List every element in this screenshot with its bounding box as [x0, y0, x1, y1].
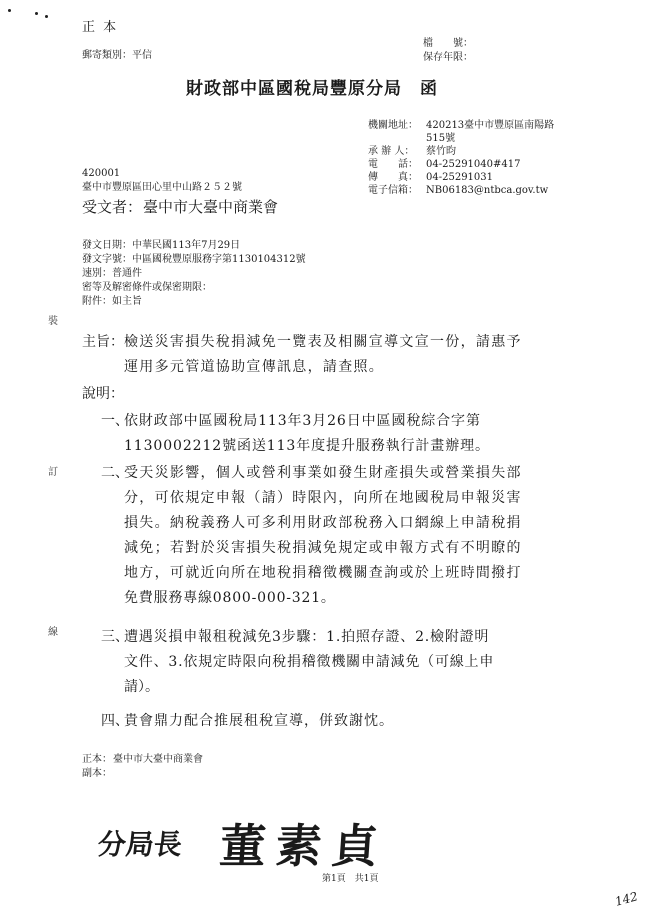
explanation-label: 說明： [82, 386, 124, 402]
attachments: 附件：如主旨 [82, 296, 142, 307]
binding-mark: 線 [48, 627, 58, 638]
item-line: 損失。納稅義務人可多利用財政部稅務入口網線上申請稅捐 [124, 515, 522, 531]
delivery-speed: 速別：普通件 [82, 268, 142, 279]
secrecy-level: 密等及解密條件或保密期限： [82, 282, 212, 293]
address-label: 機關地址： [368, 120, 418, 131]
fax-number: 04-25291031 [426, 172, 494, 183]
scan-mark [35, 12, 38, 15]
item-line: 分，可依規定申報（請）時限內，向所在地國稅局申報災害 [124, 490, 522, 506]
fax-label: 傳 真： [368, 172, 418, 183]
handwritten-number: 142 [613, 889, 640, 909]
email-label: 電子信箱： [368, 185, 418, 196]
binding-mark: 訂 [48, 467, 58, 478]
signature-name: 董素貞 [217, 819, 390, 873]
issue-date: 發文日期：中華民國113年7月29日 [82, 240, 241, 251]
contact-label: 承 辦 人： [368, 146, 415, 157]
item-line: 貴會鼎力配合推展租稅宣導，併致謝忱。 [124, 713, 394, 729]
retention-label: 保存年限： [423, 52, 473, 63]
subject-line: 運用多元管道協助宣傳訊息，請查照。 [124, 359, 385, 375]
recipient-label: 受文者： [82, 198, 143, 216]
page-number: 第1頁 共1頁 [322, 874, 379, 884]
original-recipient-label: 正本： [82, 754, 112, 765]
item-line: 遭遇災損申報租稅減免3步驟：1.拍照存證、2.檢附證明 [124, 629, 490, 645]
copy-type: 正 本 [82, 20, 119, 35]
item-number: 一、 [101, 413, 129, 429]
scan-mark [8, 9, 11, 12]
item-number: 三、 [101, 629, 129, 645]
signature-title: 分局長 [96, 828, 184, 861]
document-number: 發文字號：中區國稅豐原服務字第1130104312號 [82, 254, 306, 265]
copy-recipient-label: 副本： [82, 768, 112, 779]
phone-number: 04-25291040#417 [426, 159, 521, 170]
item-line: 請）。 [124, 679, 159, 695]
agency-address-line2: 515號 [426, 133, 456, 144]
item-line: 依財政部中區國稅局113年3月26日中區國稅綜合字第 [124, 413, 481, 429]
email-address: NB06183@ntbca.gov.tw [426, 185, 549, 196]
binding-mark: 裝 [48, 316, 58, 327]
subject-label: 主旨： [82, 334, 124, 350]
item-line: 免費服務專線0800-000-321。 [124, 590, 336, 606]
file-no-label: 檔 號： [423, 38, 473, 49]
contact-name: 蔡竹昀 [426, 146, 456, 157]
item-line: 文件、3.依規定時限向稅捐稽徵機關申請減免（可線上申 [124, 654, 495, 670]
item-line: 地方，可就近向所在地稅捐稽徵機關查詢或於上班時間撥打 [124, 565, 522, 581]
item-number: 四、 [101, 713, 129, 729]
scan-mark [45, 15, 48, 18]
agency-address: 420213臺中市豐原區南陽路 [426, 120, 555, 131]
item-line: 1130002212號函送113年度提升服務執行計畫辦理。 [124, 438, 490, 454]
subject-line: 檢送災害損失稅捐減免一覽表及相關宣導文宣一份，請惠予 [124, 334, 522, 350]
document-title: 財政部中區國稅局豐原分局 函 [186, 79, 438, 99]
phone-label: 電 話： [368, 159, 418, 170]
recipient-name: 臺中市大臺中商業會 [143, 198, 279, 216]
recipient-address: 臺中市豐原區田心里中山路２５２號 [82, 182, 242, 193]
original-recipient: 臺中市大臺中商業會 [113, 754, 203, 765]
item-line: 受天災影響，個人或營利事業如發生財產損失或營業損失部 [124, 465, 522, 481]
item-number: 二、 [101, 465, 129, 481]
recipient-postal: 420001 [82, 168, 121, 179]
mail-category: 郵寄類別：平信 [82, 50, 152, 61]
item-line: 減免；若對於災害損失稅捐減免規定或申報方式有不明瞭的 [124, 540, 522, 556]
